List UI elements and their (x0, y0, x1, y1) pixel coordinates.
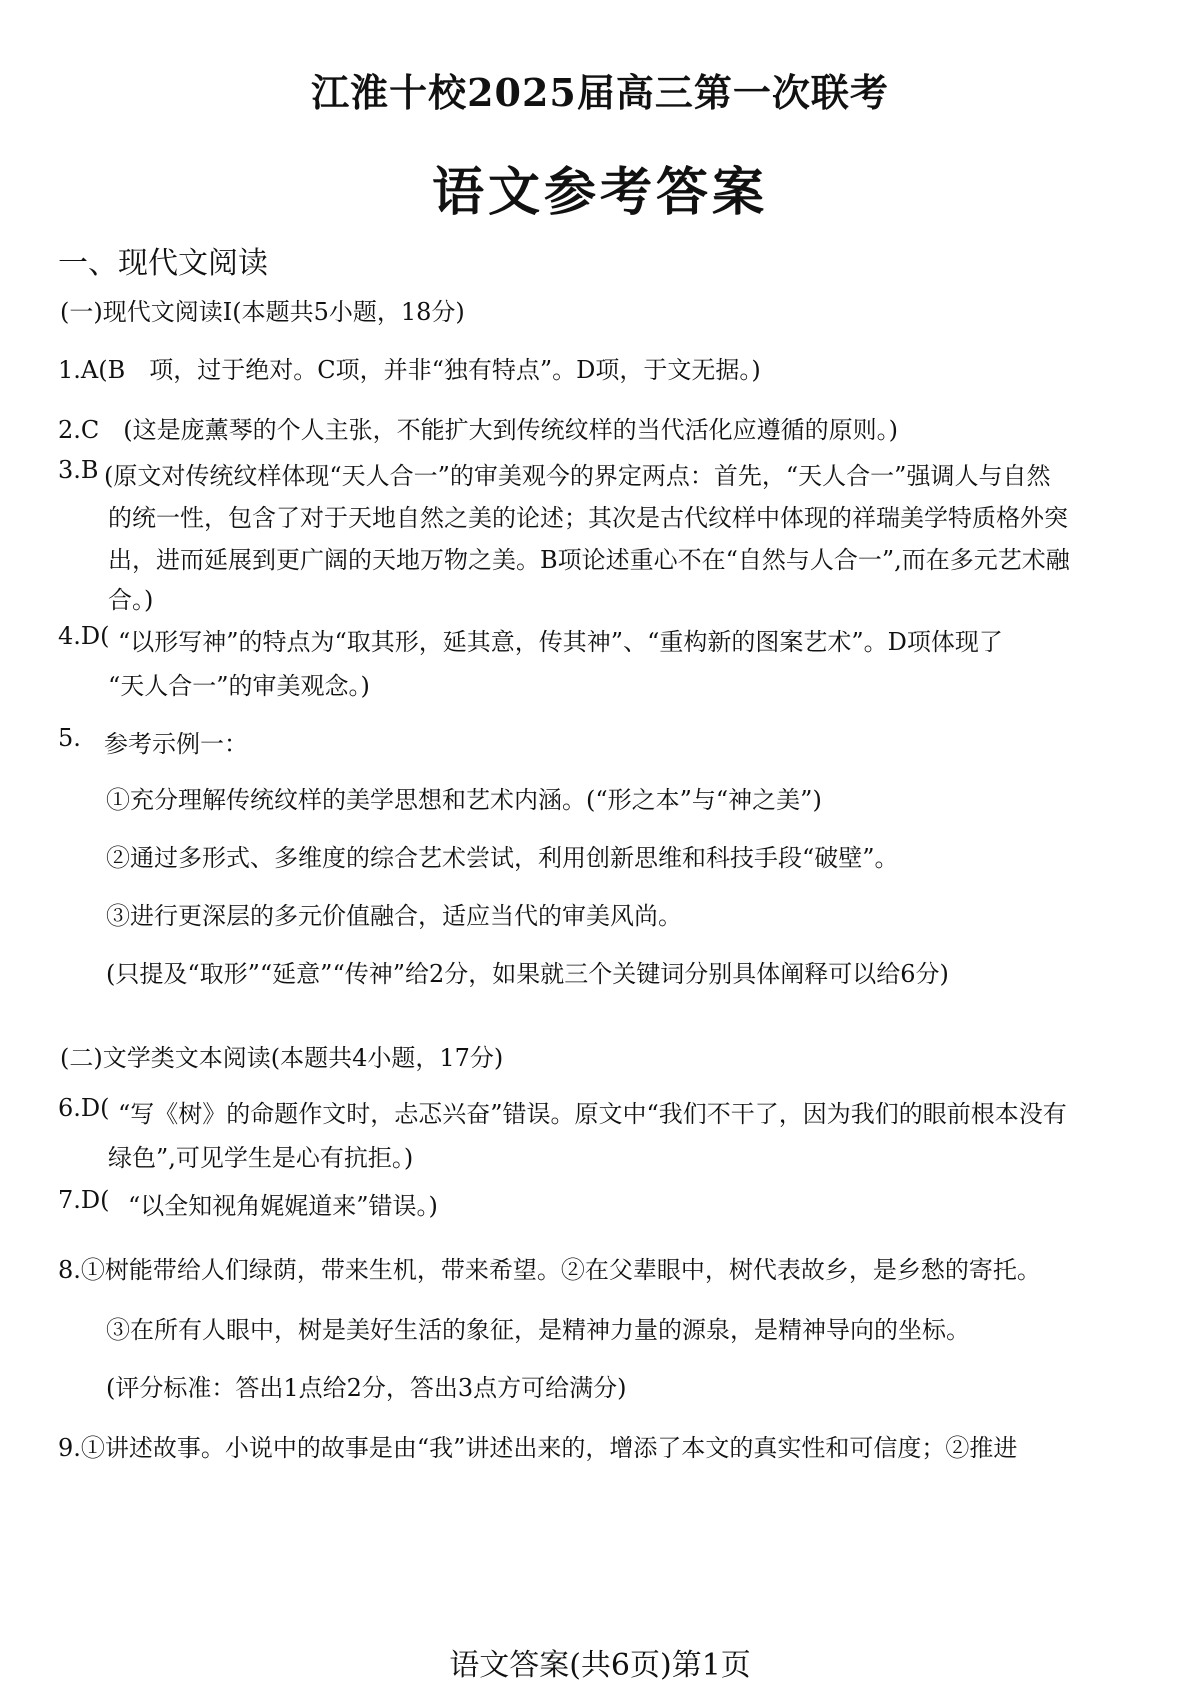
answer-5-point: ①充分理解传统纹样的美学思想和艺术内涵。(“形之本”与“神之美”) (106, 786, 822, 814)
answer-3-line: 出，进而延展到更广阔的天地万物之美。B项论述重心不在“自然与人合一”,而在多元艺术融 (108, 546, 1070, 574)
answer-5-intro: 参考示例一： (104, 730, 248, 758)
answer-5-label: 5. (58, 724, 81, 752)
answer-9-line: 9.①讲述故事。小说中的故事是由“我”讲述出来的，增添了本文的真实性和可信度；②推进 (58, 1434, 1018, 1462)
answer-7-line: “以全知视角娓娓道来”错误。) (128, 1192, 438, 1220)
answer-3-line: 的统一性，包含了对于天地自然之美的论述；其次是古代纹样中体现的祥瑞美学特质格外突 (108, 504, 1068, 532)
page-footer: 语文答案(共6页)第1页 (449, 1648, 751, 1683)
answer-5-point: ②通过多形式、多维度的综合艺术尝试，利用创新思维和科技手段“破壁”。 (106, 844, 899, 872)
answer-5-note: (只提及“取形”“延意”“传神”给2分，如果就三个关键词分别具体阐释可以给6分) (106, 960, 949, 988)
part1-heading: (一)现代文阅读I(本题共5小题，18分) (60, 298, 465, 326)
answer-3-label: 3.B (58, 456, 99, 484)
answer-3-line: 合。) (108, 586, 154, 614)
answer-7-label: 7.D( (58, 1186, 110, 1214)
document-title: 语文参考答案 (431, 162, 768, 223)
answer-6-label: 6.D( (58, 1094, 110, 1122)
answer-8-note: (评分标准：答出1点给2分，答出3点方可给满分) (106, 1374, 627, 1402)
answer-4-line: “以形写神”的特点为“取其形，延其意，传其神”、“重构新的图案艺术”。D项体现了 (118, 628, 1003, 656)
answer-3-line: (原文对传统纹样体现“天人合一”的审美观今的界定两点：首先，“天人合一”强调人与自然 (104, 462, 1051, 490)
answer-6-line: 绿色”,可见学生是心有抗拒。) (108, 1144, 414, 1172)
answer-4-line: “天人合一”的审美观念。) (108, 672, 370, 700)
answer-8-line: ③在所有人眼中，树是美好生活的象征，是精神力量的源泉，是精神导向的坐标。 (106, 1316, 970, 1344)
exam-title: 江淮十校2025届高三第一次联考 (311, 70, 889, 115)
answer-1: 1.A(B 项，过于绝对。C项，并非“独有特点”。D项，于文无据。) (58, 356, 761, 384)
answer-4-label: 4.D( (58, 622, 110, 650)
answer-2: 2.C (这是庞薰琴的个人主张，不能扩大到传统纹样的当代活化应遵循的原则。) (58, 416, 898, 444)
answer-5-point: ③进行更深层的多元价值融合，适应当代的审美风尚。 (106, 902, 682, 930)
part2-heading: (二)文学类文本阅读(本题共4小题，17分) (60, 1044, 504, 1072)
answer-8-line: 8.①树能带给人们绿荫，带来生机，带来希望。②在父辈眼中，树代表故乡，是乡愁的寄托。 (58, 1256, 1041, 1284)
section-heading: 一、现代文阅读 (58, 246, 268, 281)
answer-6-line: “写《树》的命题作文时，忐忑兴奋”错误。原文中“我们不干了，因为我们的眼前根本没有 (118, 1100, 1067, 1128)
